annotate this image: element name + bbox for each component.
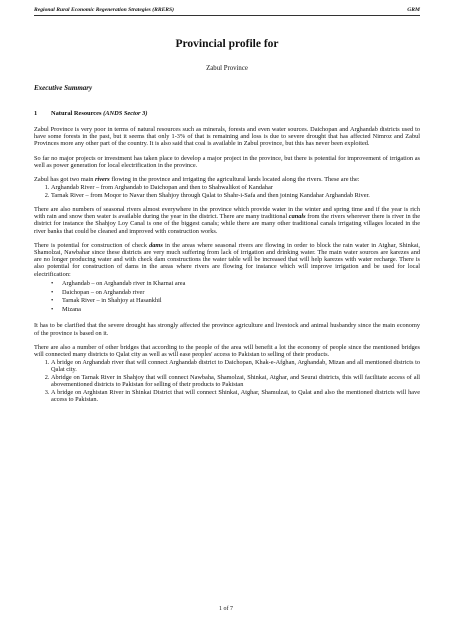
paragraph-projects: So far no major projects or investment has taken place to develop a major project in the province, but there is potential for improvement of irrigation as well as power generation for local electrification in the province. bbox=[34, 154, 420, 169]
list-item: • Daichopan – on Arghandab river bbox=[62, 289, 420, 296]
dam-sites-list bbox=[34, 280, 420, 314]
executive-summary-heading: Executive Summary bbox=[34, 84, 93, 92]
list-item: • Arghandab – on Arghandab river in Kharnai area bbox=[62, 280, 420, 287]
running-header bbox=[34, 7, 420, 16]
list-item: 3. A bridge on Arghistan River in Shinkai District that will connect Shinkai, Atghar, Shamulzai, to Qalat and also the mentioned districts will have access to Pakistan. bbox=[51, 389, 420, 403]
list-item: • Tarnak River – in Shahjoy at Hasankhil bbox=[62, 297, 420, 304]
section-heading bbox=[34, 110, 420, 117]
section-ref: (ANDS Sector 3) bbox=[103, 110, 148, 117]
section-number: 1 bbox=[34, 110, 38, 117]
list-item: 2. Abridge on Tarnak River in Shahjoy that will connect Nawbaha, Shamolzai, Shinkai, Atghar, and Seurai districts, this will facilitate access of all abovementioned districts to Pakistan for selling of their products to Pakistan bbox=[51, 374, 420, 388]
page-title: Provincial profile for bbox=[175, 38, 279, 50]
rivers-list bbox=[34, 184, 420, 199]
paragraph-dams: There is potential for construction of check dams in the areas where seasonal rivers are flowing in order to block the rain water in Atghar, Shinkai, Shamolzai, Nawbahar since these districts are very much suffering from lack of irrigation and drinking water. The main water sources are karezes and are no longer producing water and with check dam constructions the water table will be increased that will help karezes with water recharge. There is also potential for construction of dams in the areas where rivers are flowing for instance which will improve irrigation and be used for local electrification: bbox=[34, 241, 420, 278]
header-left: Regional Rural Economic Regeneration Strategies (RRERS) bbox=[34, 7, 175, 13]
bridges-list bbox=[34, 359, 420, 403]
list-item: 2. Tarnak River – from Moqor to Navar then Shahjoy through Qalat to Shahr-i-Safa and then joining Kandahar Arghandab River. bbox=[51, 192, 420, 199]
paragraph-canals: There are also numbers of seasonal rivers almost everywhere in the province which provide water in the winter and spring time and if the year is rich with rain and snow then water is available during the year in the district. There are many traditional canals from the rivers wherever there is river in the district for instance the Shahjoy Loy Canal is one of the biggest canals; while there are many other traditional canals irrigating villages located in the river banks that could be cleaned and improved with construction works. bbox=[34, 206, 421, 235]
keyword-rivers: rivers bbox=[95, 176, 110, 184]
paragraph-resources: Zabul Province is very poor in terms of natural resources such as minerals, forests and even water sources. Daichopan and Arghandab districts used to have some forests in the past, but it seems that only 1-3% of that is remaining and loss is due to severe drought that has affected Nimroz and Zabul Provinces more any other part of the country. It is also said that coal is available in Zabul province, but this has never been exploited. bbox=[34, 126, 420, 148]
keyword-canals: canals bbox=[288, 213, 306, 221]
province-name: Zabul Province bbox=[206, 65, 248, 72]
list-item: • Mizana bbox=[62, 306, 420, 313]
paragraph-bridges: There are also a number of other bridges that according to the people of the area will benefit a lot the economy of people since the mentioned bridges will connected many districts to Qalat city as well as will ease peoples' access to Pakistan to selling of their products. bbox=[34, 343, 420, 359]
paragraph-rivers: Zabul has got two main rivers flowing in the province and irrigating the agricultural lands located along the rivers. These are the: bbox=[34, 176, 360, 184]
page-number: 1 of 7 bbox=[219, 606, 233, 612]
document-body bbox=[34, 38, 420, 403]
keyword-dams: dams bbox=[149, 241, 163, 249]
paragraph-drought: It has to be clarified that the severe drought has strongly affected the province agriculture and livestock and animal husbandry since the main economy of the province is based on it. bbox=[34, 322, 420, 337]
list-item: 1. Arghandab River – from Arghandab to Daichopan and then to Shahwalikot of Kandahar bbox=[51, 184, 420, 191]
header-right: GRM bbox=[407, 7, 420, 13]
list-item: 1. A bridge on Arghandab river that will connect Arghandab district to Daichopan, Khak-e-Afghan, Arghandab, Mizan and all mentioned districts to Qalat city. bbox=[51, 359, 420, 373]
section-title: Natural Resources bbox=[51, 110, 102, 117]
